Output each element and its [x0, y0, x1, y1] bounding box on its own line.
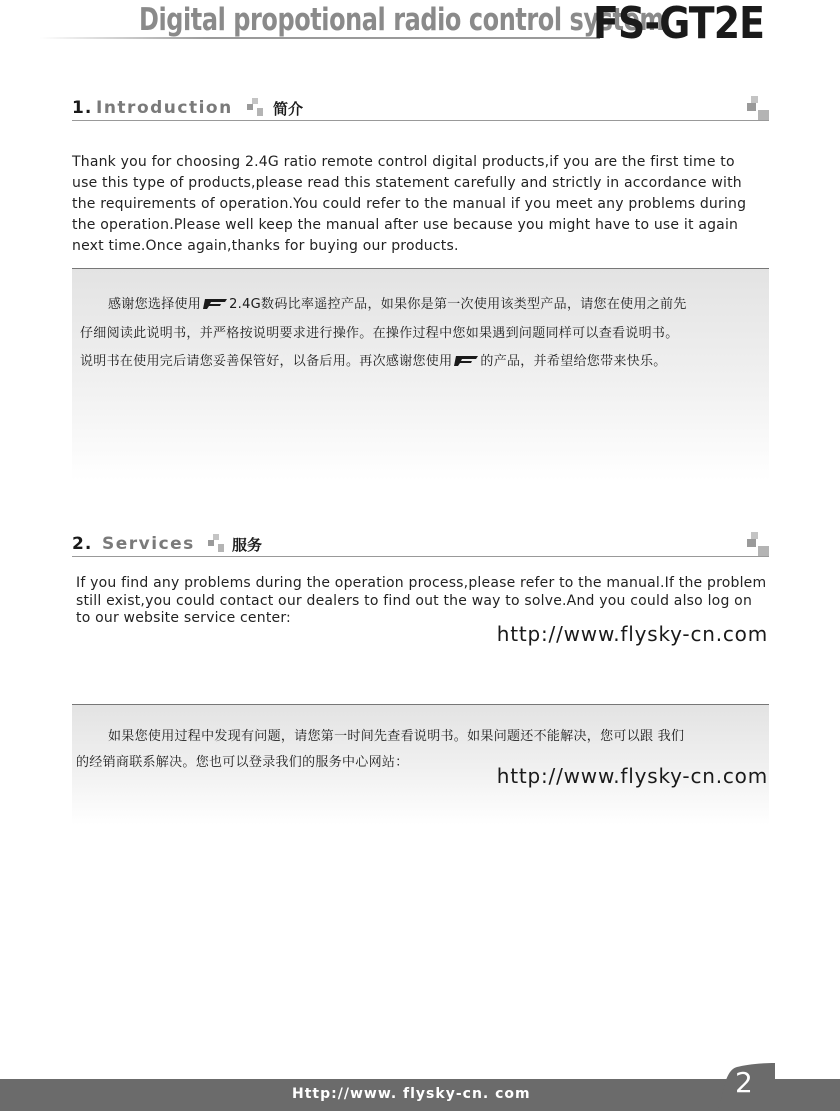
checker-deco-icon: [247, 98, 263, 116]
footer-url[interactable]: Http://www. flysky-cn. com: [292, 1086, 531, 1102]
text-line: the operation.Please well keep the manual after use because you might have to use it again: [72, 217, 739, 233]
intro-paragraph-en: [72, 152, 746, 257]
section-cn-title: 服务: [232, 536, 263, 554]
text-line: to our website service center:: [76, 610, 291, 626]
document-subtitle: Digital propotional radio control system: [139, 2, 664, 38]
section-cn-title: 简介: [273, 100, 304, 118]
website-url-cn[interactable]: http://www.flysky-cn.com: [496, 764, 768, 788]
text-line: still exist,you could contact our dealers to find out the way to solve.And you could also log on: [76, 592, 753, 609]
cn-line-3: 说明书在使用完后请您妥善保管好，以备后用。再次感谢您使用 的产品，并希望给您带来快乐。: [80, 354, 667, 369]
cn-line-1: 如果您使用过程中发现有问题，请您第一时间先查看说明书。如果问题还不能解决，您可以跟 我们: [108, 729, 685, 744]
section-rule: [72, 120, 769, 121]
corner-deco-icon: [747, 96, 769, 120]
services-paragraph-en: [76, 575, 766, 628]
cn-line-2: 的经销商联系解决。您也可以登录我们的服务中心网站：: [76, 755, 409, 770]
section-services-header: [72, 532, 769, 558]
intro-paragraph-cn-box: [72, 268, 769, 481]
corner-deco-icon: [747, 532, 769, 556]
text-line: the requirements of operation.You could refer to the manual if you meet any problems during: [72, 196, 747, 212]
model-name: FS-GT2E: [593, 0, 765, 49]
website-url[interactable]: http://www.flysky-cn.com: [496, 622, 768, 646]
text-line: use this type of products,please read this statement carefully and strictly in accordance with: [72, 175, 742, 191]
text-line: Thank you for choosing 2.4G ratio remote control digital products,if you are the first time to: [72, 154, 735, 170]
brand-logo-icon: [203, 299, 227, 309]
page-number: 2: [735, 1066, 753, 1099]
section-number: 2.: [72, 534, 93, 554]
footer-bar: [0, 1079, 840, 1111]
checker-deco-icon: [208, 534, 224, 552]
section-rule: [72, 556, 769, 557]
brand-logo-icon: [454, 356, 478, 366]
text-line: next time.Once again,thanks for buying our products.: [72, 238, 459, 254]
section-title: Services: [102, 534, 195, 554]
section-title: Introduction: [96, 98, 233, 118]
section-intro-header: [72, 96, 769, 122]
section-number: 1.: [72, 98, 93, 118]
cn-line-1: 感谢您选择使用 2.4G数码比率遥控产品，如果你是第一次使用该类型产品，请您在使用之前先: [108, 297, 687, 312]
text-line: If you find any problems during the operation process,please refer to the manual.If the problem: [76, 575, 767, 591]
cn-line-2: 仔细阅读此说明书，并严格按说明要求进行操作。在操作过程中您如果遇到问题同样可以查看说明书。: [80, 326, 679, 341]
